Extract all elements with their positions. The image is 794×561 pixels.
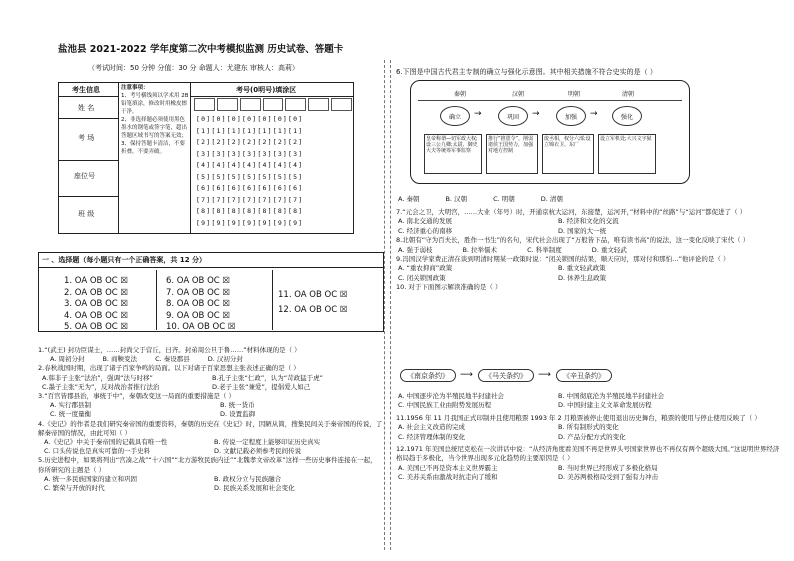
measure-box: 推行“推恩令”，削弱诸侯王国势力，加强对地方控制 — [486, 134, 538, 174]
arrow-right-icon: → — [590, 109, 598, 119]
option: C. 统一度量衡 — [50, 410, 92, 419]
answer-row[interactable]: 4. OA OB OC ☒ — [64, 310, 129, 321]
option: C. 闭关锁国政策 — [398, 273, 446, 282]
treaty-oval: 《南京条约》 — [400, 369, 456, 382]
student-info-heading: 考生信息 — [72, 86, 100, 94]
exam-number-write-boxes[interactable] — [194, 98, 352, 110]
bubble-row[interactable]: [0][0][0][0][0][0][0] — [196, 115, 304, 123]
question-4: 4.《史记》的作者是我们研究秦帝国的重要资料，秦朝的历史在《史记》时，因陋从简，搜集民间关于秦帝国的传说，了解秦帝国的情况，由此可知（ ） — [38, 419, 383, 437]
option: C. 科举制度 — [527, 245, 562, 254]
bubble-row[interactable]: [7][7][7][7][7][7][7] — [196, 195, 304, 204]
exam-info: （考试时间：50 分钟 分值：30 分 命题人：尤建东 审核人：高莉） — [88, 64, 299, 72]
bubble-row[interactable]: [2][2][2][2][2][2][2] — [196, 138, 304, 146]
bubble-row[interactable]: [8][8][8][8][8][8][8] — [196, 207, 304, 215]
notes — [121, 84, 189, 156]
answer-col-3[interactable] — [278, 288, 347, 318]
bubble-row[interactable]: [4][4][4][4][4][4][4] — [196, 161, 304, 169]
answer-col-1[interactable] — [64, 276, 128, 334]
question-2: 2.春秋战国时期，出现了诸子百家争鸣的局面。以下对诸子百家思想主张表述正确的是（ ） — [38, 364, 300, 373]
option: D. 美苏两极格局受到了强有力冲击 — [558, 473, 659, 482]
option: D. 清朝 — [540, 195, 563, 203]
option: C. 秦设郡县 — [155, 355, 190, 364]
answer-row[interactable]: 7. OA OB OC ☒ — [166, 287, 231, 298]
answer-row[interactable]: 6. OA OB OC ☒ — [166, 276, 231, 286]
dynasty-label: 明朝 — [568, 91, 581, 98]
note-item: 1、考号横线须以学术用 2B 铅笔填涂，修改时用橡皮擦干净。 — [121, 93, 189, 115]
option: D. 民族关系发展和社会变化 — [214, 484, 295, 493]
right-questions — [396, 208, 784, 293]
answer-row[interactable]: 11. OA OB OC ☒ — [278, 290, 348, 300]
option: C. 口头传说也是真实可靠的一手史料 — [44, 447, 151, 456]
option: B. 统一货币 — [220, 401, 255, 410]
question-8: 8.北朝有“守为百夫长，胜作一书生”的名句，宋代社会出现了“万般皆下品，唯有读书高”的说法，这一变化反映了宋代（ ） — [396, 236, 750, 245]
option: C.墨子主张“无为”，反对战治者推行法治 — [42, 382, 160, 391]
field-room: 考 场 — [78, 134, 95, 142]
option: A. “重农抑商”政策 — [398, 264, 453, 273]
measure-box: 设立军机处;大兴文字狱 — [598, 134, 656, 174]
field-name: 姓 名 — [78, 104, 95, 112]
option: D. 国家的大一统 — [558, 226, 607, 235]
option: D. 设置监御 — [220, 410, 256, 419]
arrow-right-icon: ⟶ — [538, 370, 551, 380]
option: A. 秦朝 — [398, 195, 420, 203]
option: D. 休养生息政策 — [558, 273, 607, 282]
answer-row[interactable]: 3. OA OB OC ☒ — [64, 299, 129, 309]
stage-ellipse: 巩固 — [498, 106, 528, 126]
arrow-right-icon: → — [532, 109, 540, 119]
answer-row[interactable]: 2. OA OB OC ☒ — [64, 287, 129, 298]
bubble-row[interactable]: [1][1][1][1][1][1][1] — [196, 126, 304, 135]
question-9: 9.冯国汉学家费正清在谈到明清时期某一政策时说：“闭关锁国的结果，顺天应时，那对付和那怕…”他评论的是（ ） — [396, 255, 730, 264]
bubble-row[interactable]: [6][6][6][6][6][6][6] — [196, 184, 304, 192]
page-title: 盐池县 2021-2022 学年度第二次中考模拟监测 历史试卷、答题卡 — [58, 44, 344, 55]
field-class: 班 级 — [78, 210, 95, 218]
question-3: 3.“百官皆郡县治，事统于中”，秦朝改变这一局面的重要措施是（ ） — [38, 392, 236, 401]
option: A. 中国逐步沦为半殖民地半封建社会 — [398, 392, 504, 400]
option: B. 商鞅变法 — [102, 355, 138, 364]
stage-ellipse: 加强 — [556, 106, 586, 126]
option: B. 重文轻武政策 — [558, 264, 606, 273]
option: D.老子主张“兼爱”，提倡爱人如己 — [212, 382, 311, 391]
option: B. 拉举儒术 — [462, 245, 498, 254]
option: C. 经济管理体制的变化 — [398, 432, 466, 441]
notes-heading: 注意事项： — [121, 85, 149, 91]
option: B. 传说一定程度上能够印证历史真实 — [214, 438, 321, 447]
option: C. 经济重心的南移 — [398, 226, 453, 235]
question-5: 5.历史进程中，如果将列出“宫凑之战”“十六国”“北方游牧民族内迁”“北魏孝文帝改革”这样一些历史事件连接在一起，你所研究的主题是（ ） — [38, 456, 377, 474]
bubble-row[interactable]: [5][5][5][5][5][5][5] — [196, 172, 304, 181]
option: B. 中国彻底沦为半殖民地半封建社会 — [558, 392, 665, 400]
option: C. 美苏关系由激战对抗走向了缓和 — [398, 473, 498, 482]
field-seat: 座位号 — [74, 172, 95, 180]
option: B. 政权分立与民族融合 — [214, 474, 282, 483]
answer-row[interactable]: 8. OA OB OC ☒ — [166, 299, 231, 309]
treaty-oval: 《辛丑条约》 — [556, 369, 612, 382]
option: C. 明朝 — [493, 195, 515, 203]
answer-row[interactable]: 9. OA OB OC ☒ — [166, 310, 231, 321]
option: D. 汉初分封 — [207, 355, 243, 364]
left-questions — [38, 346, 383, 493]
question-11: 11.1956 年 11 月我国正式印制并且使用粮票 1993 年 2 月粮票被停止使用退出历史舞台，粮票的使用与停止使用反映了（ ） — [396, 413, 761, 422]
option: A. 实行郡县制 — [50, 401, 91, 410]
option: B. 当时世界已经形成了多极化格局 — [558, 463, 658, 472]
right-questions-2 — [396, 392, 784, 483]
section1-heading: 一 、选择题（每小题只有一个正确答案，共 12 分） — [42, 256, 207, 264]
question-12: 12.1971 年美国总统尼克松在一次讲话中说：“从经济角度看美国不再是世界头号国家世界也不再仅有两个超级大国。”这说明世界经济格局趋于多极化，当今世界出现多元化趋势的主要原因是（ ） — [396, 445, 780, 463]
note-item: 3、保持答题卡清洁，不要折叠，不要弄破。 — [121, 141, 186, 155]
answer-row[interactable]: 10. OA OB OC ☒ — [166, 322, 236, 332]
bubble-row[interactable]: [3][3][3][3][3][3][3] — [196, 149, 304, 158]
column-divider — [384, 60, 385, 550]
option: A. 周初分封 — [50, 355, 85, 364]
exam-number-heading: 考号(0明号)填涂区 — [236, 86, 297, 94]
arrow-right-icon: ⟶ — [460, 370, 473, 380]
question-1: 1.“(武王) 封功臣谋士，……封尚父于营丘，曰齐。封弟周公旦于鲁……”材料体现的是（ ） — [38, 346, 301, 354]
dynasty-label: 汉朝 — [512, 91, 525, 98]
stage-ellipse: 确立 — [440, 106, 470, 126]
dynasty-label: 秦朝 — [454, 91, 467, 98]
option: B.孔子主张“仁政”，认为“苛政猛于虎” — [212, 373, 323, 382]
option: A.韩非子主张“法治”，强调“法与时移” — [42, 373, 153, 382]
option: D. 文献记载必须参考民间传说 — [214, 447, 302, 456]
question-6: 6.下图是中国古代君主专制的确立与强化示意图。其中相关措施不符合史实的是（ ） — [396, 68, 657, 76]
bubble-row[interactable]: [9][9][9][9][9][9][9] — [196, 218, 304, 227]
option: A. 南北交通的发展 — [398, 217, 452, 226]
question-10: 10. 对于下面图示解读准确的是（ ） — [396, 283, 502, 292]
answer-row[interactable]: 1. OA OB OC ☒ — [64, 276, 129, 286]
exam-number-bubbles[interactable] — [196, 114, 303, 229]
option: A.《史记》中关于秦帝国的记载具有唯一性 — [44, 438, 168, 447]
option: D. 重文轻武 — [591, 245, 627, 254]
treaty-oval: 《马关条约》 — [478, 369, 534, 382]
option: A. 强于弱枝 — [398, 245, 433, 254]
option: A. 社会主义改造的完成 — [398, 423, 465, 432]
option: C. 中国民族工业由附势发展历程 — [398, 401, 492, 410]
answer-row[interactable]: 12. OA OB OC ☒ — [278, 305, 348, 315]
option: B. 经济和文化的交流 — [558, 217, 619, 226]
answer-row[interactable]: 5. OA OB OC ☒ — [64, 322, 129, 332]
answer-col-2[interactable] — [166, 276, 235, 334]
q6-options — [398, 194, 563, 203]
option: C. 繁荣与开放的时代 — [44, 484, 105, 493]
option: D. 中国封建主义文革命发展历程 — [558, 401, 652, 410]
arrow-right-icon: → — [474, 109, 482, 119]
option: B. 所有制形式的变化 — [558, 423, 619, 432]
question-7: 7.“元会之卫，大明宫，……大业（年号）时，开通京杭大运河，东接楚，运河开，”材料中的“丝路”与“运河”都促进了（ ） — [396, 208, 747, 216]
option: D. 产品分配方式的变化 — [558, 432, 626, 441]
option: B. 汉朝 — [445, 195, 468, 203]
measure-box: 废丞相，权分六部;设立锦衣卫、东厂 — [542, 134, 594, 174]
dynasty-label: 清朝 — [622, 91, 635, 98]
column-divider — [390, 60, 391, 550]
stage-ellipse: 强化 — [612, 106, 642, 126]
option: A. 美国已不再是资本主义世界霸主 — [398, 463, 498, 472]
measure-box: 皇帝称谓—切军政大权;设三公九卿;太尉、御史大夫等统筹军事监察 — [424, 134, 482, 174]
option: A. 统一多民族国家的建立和巩固 — [44, 474, 137, 483]
note-item: 2、非选择题必须使用黑色墨水的钢笔或签字笔，超出答题区域书写的答案无效； — [121, 117, 188, 139]
